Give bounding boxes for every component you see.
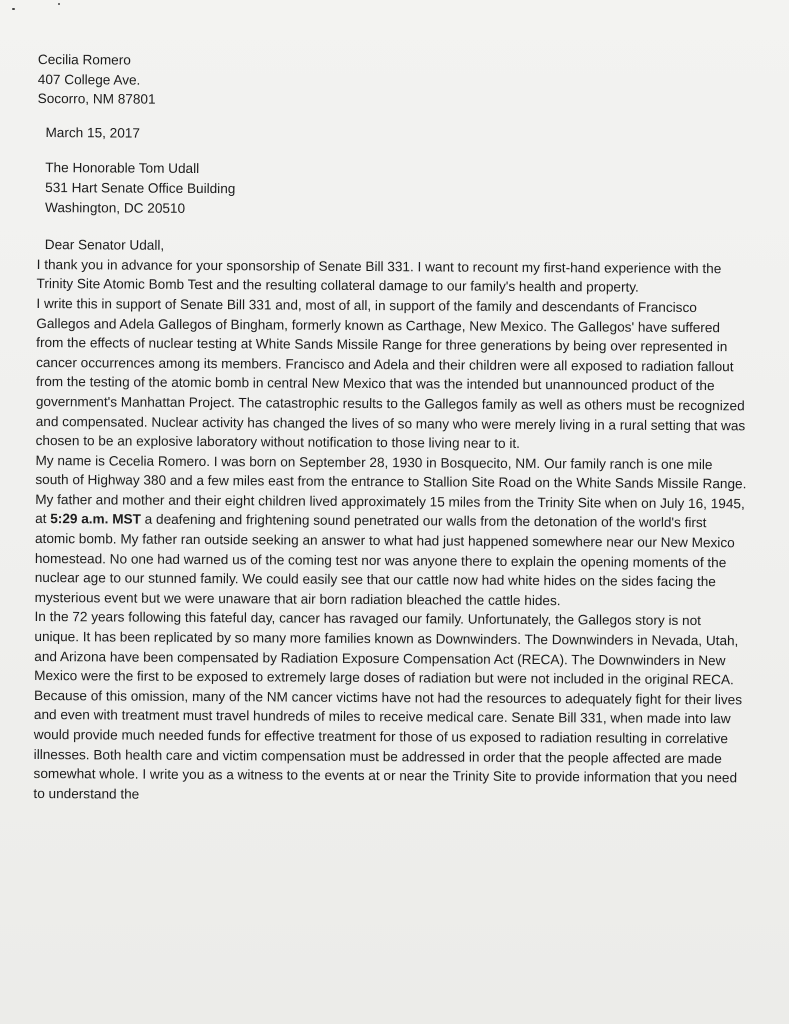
- sender-name: Cecilia Romero: [37, 51, 131, 68]
- recipient-address: [45, 158, 749, 221]
- paragraph-downwinders: In the 72 years following this fateful day, cancer has ravaged our family. Unfortunately, the Gallegos story is not unique. It has been replicated by so many more families known as Downwinders. The Downwinders in Nevada, Utah, and Arizona have been compensated by Radiation Exposure Compensation Act (RECA). The Downwinders in New Mexico were the first to be exposed to extremely large doses of radiation but were not included in the original RECA. Because of this omission, many of the NM cancer victims have not had the resources to adequately fight for their lives and even with treatment must travel hundreds of miles to receive medical care. Senate Bill 331, when made into law would provide much needed funds for effective treatment for those of us exposed to radiation resulting in correlative illnesses. Both health care and victim compensation must be addressed in order that the people affected are made somewhat whole. I write you as a witness to the events at or near the Trinity Site to provide information that you need to understand the: [33, 609, 743, 802]
- scan-speck: [12, 8, 15, 10]
- letter-date: March 15, 2017: [45, 124, 141, 141]
- paragraph-personal-account-text-b: a deafening and frightening sound penetrated our walls from the detonation of the world's first atomic bomb. My father ran outside seeking an answer to what had just happened somewhere near our New Mexico homestead. No one had warned us of the coming test nor was anyone there to explain the opening moments of the nuclear age to our stunned family. We could easily see that our cattle now had white hides on the sides facing the mysterious event but we were unaware that air born radiation bleached the cattle hides.: [34, 512, 735, 609]
- scan-speck: [58, 3, 60, 5]
- paragraph-intro: I thank you in advance for your sponsorship of Senate Bill 331. I want to recount my first-hand experience with the Trinity Site Atomic Bomb Test and the resulting collateral damage to our family's health and property.: [36, 256, 722, 296]
- detonation-time: 5:29 a.m. MST: [50, 511, 141, 528]
- sender-city: Socorro, NM 87801: [37, 91, 156, 107]
- recipient-city: Washington, DC 20510: [44, 199, 186, 216]
- recipient-office: 531 Hart Senate Office Building: [45, 180, 236, 197]
- sender-address: [38, 50, 750, 113]
- paragraph-personal-account: [35, 451, 748, 612]
- sender-street: 407 College Ave.: [37, 71, 141, 88]
- letter-body: [33, 50, 750, 808]
- recipient-name: The Honorable Tom Udall: [45, 160, 200, 177]
- paragraph-personal-account-text-a: My name is Cecelia Romero. I was born on September 28, 1930 in Bosquecito, NM. Our family ranch is one mile south of Highway 380 and a few miles east from the entrance to Stallion Site Road on the White Sands Missile Range. My father and mother and their eight children lived approximately 15 miles from the Trinity Site when on July 16, 1945, at: [35, 452, 747, 527]
- paragraph-support: I write this in support of Senate Bill 331 and, most of all, in support of the family and descendants of Francisco Gallegos and Adela Gallegos of Bingham, formerly known as Carthage, New Mexico. The Gallegos' have suffered from the effects of nuclear testing at White Sands Missile Range for three generations by being over represented in cancer occurrences among its members. Francisco and Adela and their children were all exposed to radiation fallout from the testing of the atomic bomb in central New Mexico that was the intended but unannounced product of the government's Manhattan Project. The catastrophic results to the Gallegos family as well as others must be recognized and compensated. Nuclear activity has changed the lives of so many who were merely living in a rural setting that was chosen to be an explosive laboratory without notification to those living near to it.: [35, 295, 746, 452]
- salutation: Dear Senator Udall,: [44, 237, 165, 253]
